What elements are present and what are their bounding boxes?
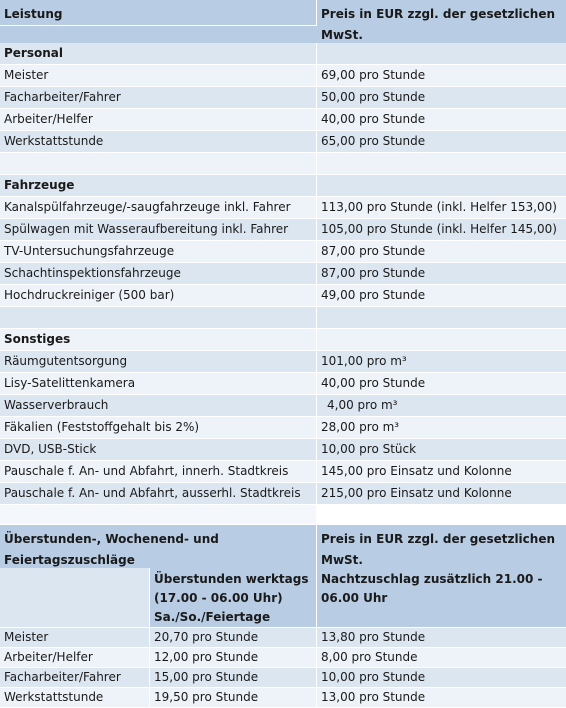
header-preis: Preis in EUR zzgl. der gesetzlichen MwSt. — [317, 0, 566, 47]
row-label: Pauschale f. An- und Abfahrt, ausserhl. Stadtkreis — [0, 483, 317, 505]
row-price: 65,00 pro Stunde — [317, 131, 566, 153]
row-price: 105,00 pro Stunde (inkl. Helfer 145,00) — [317, 219, 566, 241]
table-row — [0, 417, 566, 439]
row-price: 49,00 pro Stunde — [317, 285, 566, 307]
row-night: 13,00 pro Stunde — [317, 688, 566, 708]
row-price: 69,00 pro Stunde — [317, 65, 566, 87]
table-row — [0, 131, 566, 153]
table-row — [0, 351, 566, 373]
row-label: Werkstattstunde — [0, 131, 317, 153]
section-personal — [0, 43, 566, 65]
row-night: 10,00 pro Stunde — [317, 668, 566, 688]
header-leistung: Leistung — [0, 0, 317, 26]
row-price: 113,00 pro Stunde (inkl. Helfer 153,00) — [317, 197, 566, 219]
table-row — [0, 648, 566, 668]
table-row — [0, 263, 566, 285]
row-label: Räumgutentsorgung — [0, 351, 317, 373]
section-sonstiges — [0, 329, 566, 351]
row-price: 40,00 pro Stunde — [317, 109, 566, 131]
row-overtime: 15,00 pro Stunde — [150, 668, 317, 688]
row-label: Arbeiter/Helfer — [0, 648, 150, 668]
empty-row — [0, 153, 566, 175]
empty-row — [0, 307, 566, 329]
table-row — [0, 373, 566, 395]
row-overtime: 12,00 pro Stunde — [150, 648, 317, 668]
row-label: Wasserverbrauch — [0, 395, 317, 417]
row-price: 28,00 pro m³ — [317, 417, 566, 439]
table-row — [0, 461, 566, 483]
table-row — [0, 628, 566, 648]
section-fahrzeuge — [0, 175, 566, 197]
header-zuschlaege: Überstunden-, Wochenend- und Feiertagszuschläge — [0, 525, 317, 572]
row-overtime: 20,70 pro Stunde — [150, 628, 317, 648]
row-label: Spülwagen mit Wasseraufbereitung inkl. Fahrer — [0, 219, 317, 241]
surcharge-header — [0, 525, 566, 568]
table-row — [0, 285, 566, 307]
table-row — [0, 197, 566, 219]
row-price: 40,00 pro Stunde — [317, 373, 566, 395]
table-row — [0, 65, 566, 87]
row-overtime: 19,50 pro Stunde — [150, 688, 317, 708]
header-overtime: Überstunden werktags (17.00 - 06.00 Uhr) Sa./So./Feiertage — [150, 568, 317, 628]
row-label: Fäkalien (Feststoffgehalt bis 2%) — [0, 417, 317, 439]
row-label: Werkstattstunde — [0, 688, 150, 708]
row-price: 101,00 pro m³ — [317, 351, 566, 373]
section-title: Personal — [0, 43, 317, 65]
row-price: 145,00 pro Einsatz und Kolonne — [317, 461, 566, 483]
row-price: 87,00 pro Stunde — [317, 263, 566, 285]
row-label: Schachtinspektionsfahrzeuge — [0, 263, 317, 285]
surcharge-subheader — [0, 568, 566, 628]
header-night: Nachtzuschlag zusätzlich 21.00 - 06.00 Uhr — [317, 568, 566, 628]
row-label: Kanalspülfahrzeuge/-saugfahrzeuge inkl. Fahrer — [0, 197, 317, 219]
table-header — [0, 0, 566, 43]
table-row — [0, 395, 566, 417]
table-row — [0, 688, 566, 708]
table-row — [0, 439, 566, 461]
table-row — [0, 241, 566, 263]
section-title: Fahrzeuge — [0, 175, 317, 197]
row-label: DVD, USB-Stick — [0, 439, 317, 461]
row-label: Arbeiter/Helfer — [0, 109, 317, 131]
row-price: 50,00 pro Stunde — [317, 87, 566, 109]
table-row — [0, 483, 566, 505]
table-row — [0, 219, 566, 241]
row-night: 13,80 pro Stunde — [317, 628, 566, 648]
row-price: 87,00 pro Stunde — [317, 241, 566, 263]
row-label: Hochdruckreiniger (500 bar) — [0, 285, 317, 307]
row-label: Facharbeiter/Fahrer — [0, 668, 150, 688]
header-preis-2: Preis in EUR zzgl. der gesetzlichen MwSt. — [317, 525, 566, 572]
row-price: 10,00 pro Stück — [317, 439, 566, 461]
row-night: 8,00 pro Stunde — [317, 648, 566, 668]
row-label: TV-Untersuchungsfahrzeuge — [0, 241, 317, 263]
section-title: Sonstiges — [0, 329, 317, 351]
row-label: Meister — [0, 628, 150, 648]
table-row — [0, 109, 566, 131]
spacer-row — [0, 505, 566, 525]
row-label: Lisy-Satelittenkamera — [0, 373, 317, 395]
row-price: 4,00 pro m³ — [317, 395, 566, 417]
table-row — [0, 87, 566, 109]
table-row — [0, 668, 566, 688]
row-label: Pauschale f. An- und Abfahrt, innerh. Stadtkreis — [0, 461, 317, 483]
row-label: Meister — [0, 65, 317, 87]
row-label: Facharbeiter/Fahrer — [0, 87, 317, 109]
row-price: 215,00 pro Einsatz und Kolonne — [317, 483, 566, 505]
